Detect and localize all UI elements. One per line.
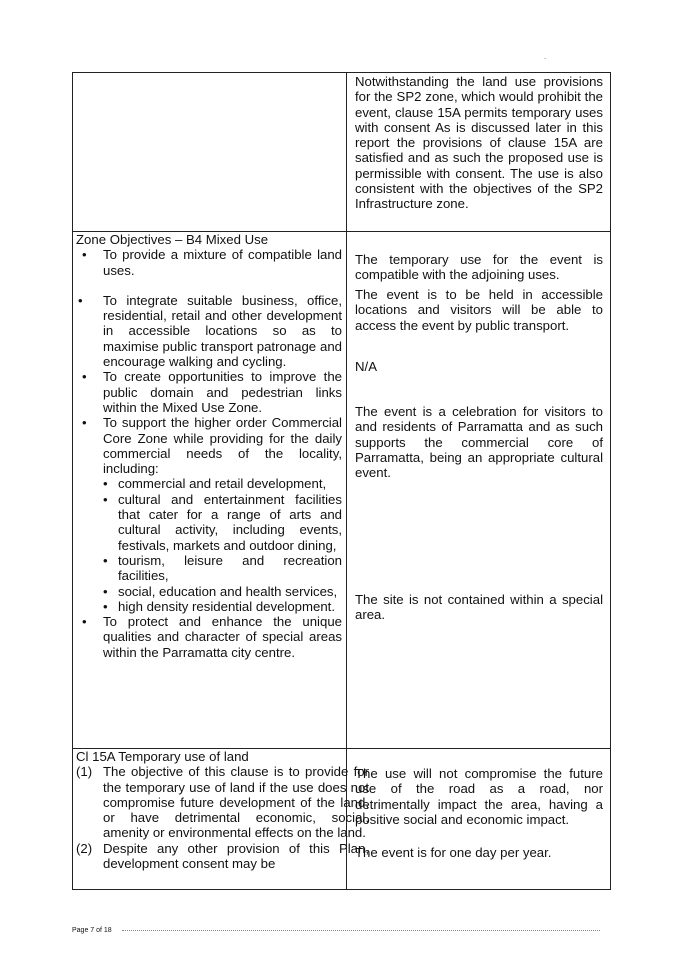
sub-item: • social, education and health services, (103, 583, 338, 599)
objective-item: • To support the higher order Commercial Core Zone while providing for the daily commercial needs of the locality, including: (82, 415, 342, 477)
scan-speck: . (544, 52, 547, 61)
sp2-zone-comment: Notwithstanding the land use provisions for the SP2 zone, which would prohibit the event, clause 15A permits temporary uses with consent As is discussed later in this report the provisions of clause 15A are satisfied and as such the proposed use is permissible with consent. The use is also consistent with the objectives of the SP2 Infrastructure zone. (355, 74, 603, 212)
objective-item: • To integrate suitable business, office, residential, retail and other development in accessible locations so as to maximise public transport patronage and encourage walking and cycling. (78, 292, 342, 370)
clause-item: (2) Despite any other provision of this Plan, development consent may be (76, 840, 369, 872)
sub-item: • commercial and retail development, (103, 476, 327, 492)
clause-15a (76, 749, 369, 872)
objective-item: • To create opportunities to improve the public domain and pedestrian links within the Mixed Use Zone. (82, 369, 342, 415)
response-compatible: The temporary use for the event is compatible with the adjoining uses. (355, 252, 603, 283)
b4-heading: Zone Objectives – B4 Mixed Use (76, 232, 269, 247)
response-na: N/A (355, 359, 377, 374)
sub-item: • high density residential development. (103, 598, 335, 614)
footer-rule (122, 930, 600, 931)
clause-item: (1) The objective of this clause is to provide for the temporary use of land if the use does not compromise future development of the land, or have detrimental economic, social, amenity or environmental effects on the land. (76, 764, 369, 841)
response-future-use: The use will not compromise the future use of the road as a road, nor detrimentally impact the area, having a positive social and economic impact. (355, 766, 603, 827)
sub-item: • tourism, leisure and recreation facilities, (103, 552, 342, 584)
response-one-day: The event is for one day per year. (355, 845, 552, 860)
response-special-area: The site is not contained within a special area. (355, 592, 603, 623)
sub-item: • cultural and entertainment facilities that cater for a range of arts and cultural activity, including events, festivals, markets and outdoor dining, (103, 491, 342, 553)
b4-objectives (76, 232, 342, 660)
response-cultural-event: The event is a celebration for visitors to and residents of Parramatta and as such supports the commercial core of Parramatta, being an appropriate cultural event. (355, 404, 603, 481)
objective-item: • To provide a mixture of compatible land uses. (82, 247, 342, 278)
page-number: Page 7 of 18 (72, 927, 112, 934)
clause-heading: Cl 15A Temporary use of land (76, 749, 249, 764)
response-accessible: The event is to be held in accessible locations and visitors will be able to access the event by public transport. (355, 287, 603, 333)
objective-item: • To protect and enhance the unique qualities and character of special areas within the Parramatta city centre. (82, 614, 342, 660)
